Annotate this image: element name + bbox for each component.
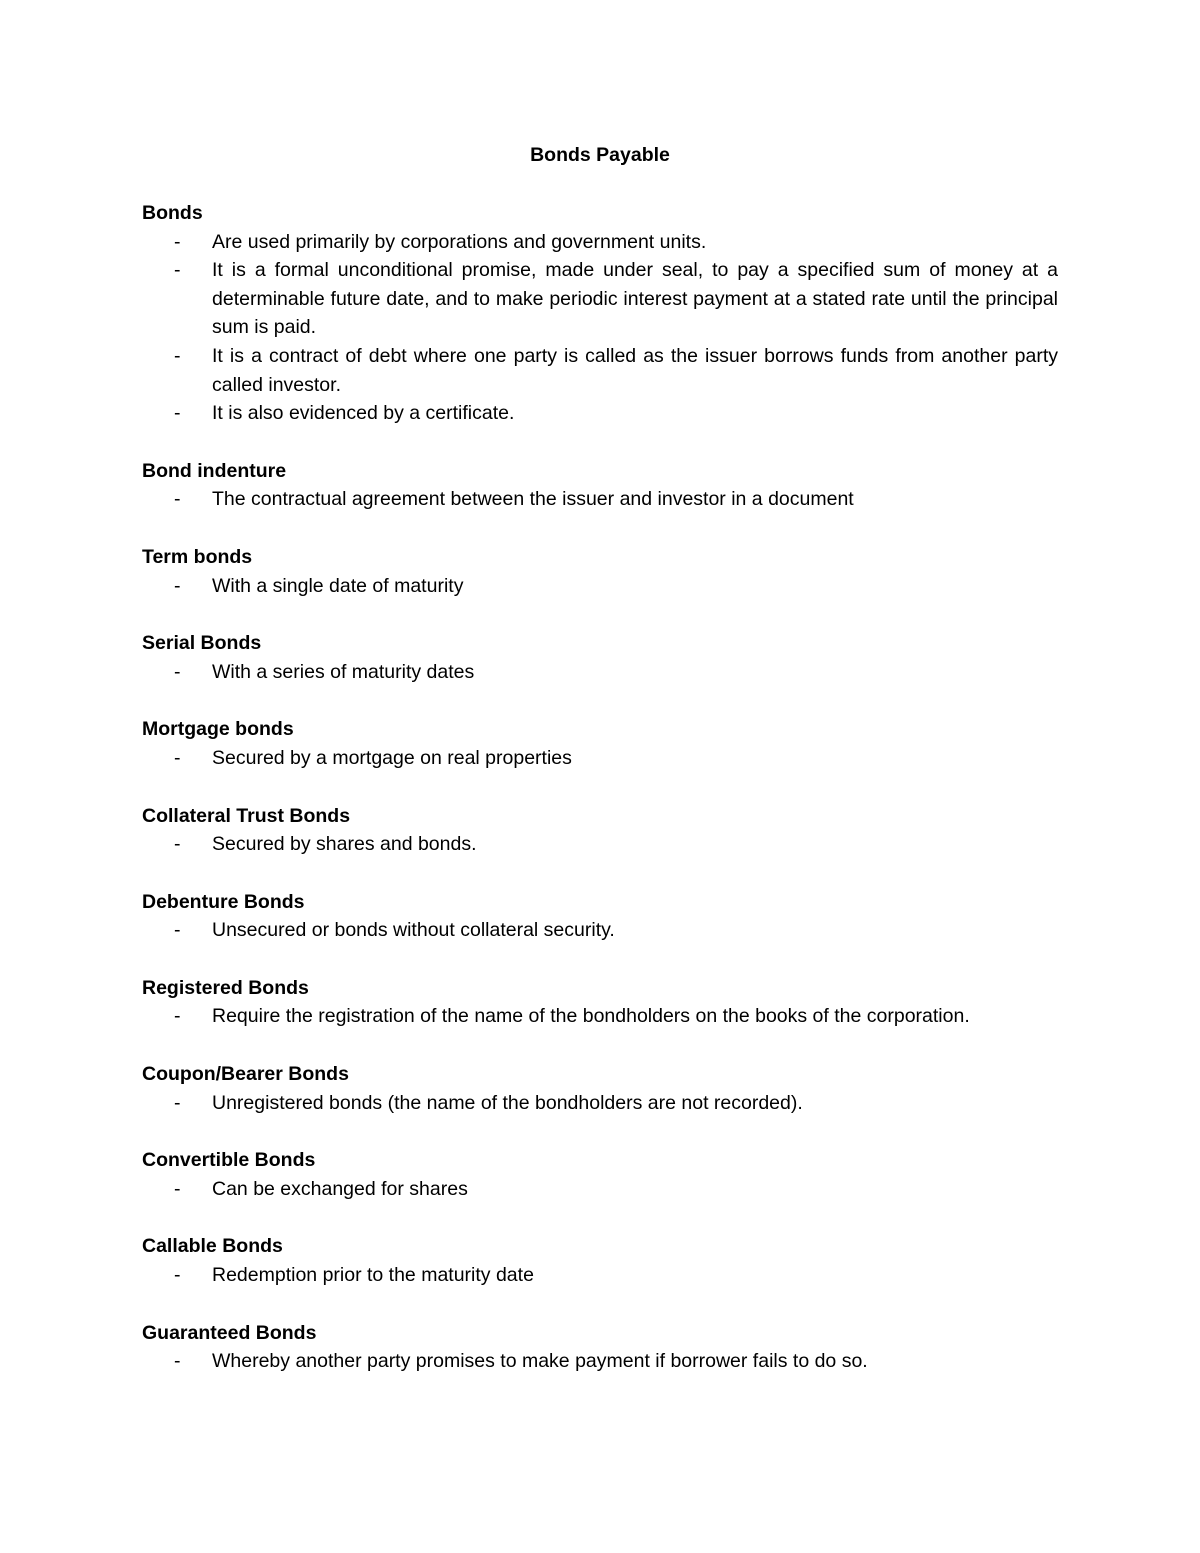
bullet-text: Unsecured or bonds without collateral security. (212, 919, 615, 942)
list-item (142, 1002, 1058, 1031)
bullet-dash: - (174, 660, 181, 683)
bullet-dash: - (174, 1350, 181, 1373)
list-item (142, 1089, 1058, 1118)
section (142, 1319, 1058, 1376)
bullet-dash: - (174, 1005, 181, 1028)
bullet-list (142, 744, 1058, 773)
list-item (142, 1175, 1058, 1204)
bullet-dash: - (174, 833, 181, 856)
section-heading: Registered Bonds (142, 976, 309, 999)
section-heading: Serial Bonds (142, 632, 262, 655)
list-item (142, 228, 1058, 257)
section (142, 715, 1058, 772)
bullet-dash: - (174, 746, 181, 769)
bullet-list (142, 1261, 1058, 1290)
section (142, 802, 1058, 859)
list-item (142, 1347, 1058, 1376)
list-item (142, 658, 1058, 687)
section-heading: Collateral Trust Bonds (142, 804, 351, 827)
bullet-dash: - (174, 344, 181, 367)
bullet-text: It is a contract of debt where one party is called as the issuer borrows funds from another party called investor. (212, 344, 1058, 396)
bullet-text: With a single date of maturity (212, 574, 464, 597)
bullet-list (142, 1175, 1058, 1204)
bullet-text: Redemption prior to the maturity date (212, 1264, 534, 1287)
section (142, 1232, 1058, 1289)
list-item (142, 572, 1058, 601)
bullet-text: Unregistered bonds (the name of the bondholders are not recorded). (212, 1091, 803, 1114)
section (142, 1060, 1058, 1117)
list-item (142, 744, 1058, 773)
bullet-dash: - (174, 402, 181, 425)
section (142, 457, 1058, 514)
section (142, 199, 1058, 428)
bullet-list (142, 1002, 1058, 1031)
section-heading: Convertible Bonds (142, 1149, 316, 1172)
bullet-list (142, 1347, 1058, 1376)
bullet-list (142, 830, 1058, 859)
document-body (142, 199, 1058, 1376)
section-heading: Coupon/Bearer Bonds (142, 1063, 349, 1086)
list-item (142, 399, 1058, 428)
bullet-list (142, 228, 1058, 428)
section (142, 974, 1058, 1031)
bullet-text: Are used primarily by corporations and government units. (212, 230, 707, 253)
bullet-text: It is a formal unconditional promise, made under seal, to pay a specified sum of money at a determinable future date, and to make periodic interest payment at a stated rate until the principal sum is paid. (212, 259, 1058, 339)
bullet-dash: - (174, 259, 181, 282)
section-heading: Guaranteed Bonds (142, 1321, 317, 1344)
list-item (142, 256, 1058, 342)
bullet-dash: - (174, 488, 181, 511)
list-item (142, 916, 1058, 945)
section (142, 629, 1058, 686)
bullet-text: Secured by a mortgage on real properties (212, 746, 572, 769)
bullet-list (142, 916, 1058, 945)
section-heading: Mortgage bonds (142, 718, 294, 741)
list-item (142, 1261, 1058, 1290)
bullet-text: With a series of maturity dates (212, 660, 475, 683)
bullet-list (142, 1089, 1058, 1118)
bullet-text: Whereby another party promises to make payment if borrower fails to do so. (212, 1350, 868, 1373)
bullet-text: Require the registration of the name of the bondholders on the books of the corporation. (212, 1005, 970, 1028)
section-heading: Bonds (142, 202, 203, 224)
bullet-text: It is also evidenced by a certificate. (212, 402, 515, 425)
bullet-dash: - (174, 919, 181, 942)
section-heading: Term bonds (142, 545, 253, 568)
section-heading: Bond indenture (142, 459, 287, 482)
bullet-list (142, 658, 1058, 687)
bullet-text: Can be exchanged for shares (212, 1177, 468, 1200)
bullet-text: The contractual agreement between the issuer and investor in a document (212, 488, 854, 511)
bullet-list (142, 485, 1058, 514)
bullet-dash: - (174, 1177, 181, 1200)
list-item (142, 485, 1058, 514)
section-heading: Callable Bonds (142, 1235, 283, 1258)
section (142, 888, 1058, 945)
section (142, 543, 1058, 600)
section-heading: Debenture Bonds (142, 890, 305, 913)
list-item (142, 342, 1058, 399)
bullet-dash: - (174, 1264, 181, 1287)
bullet-dash: - (174, 1091, 181, 1114)
bullet-dash: - (174, 230, 181, 253)
bullet-text: Secured by shares and bonds. (212, 833, 477, 856)
list-item (142, 830, 1058, 859)
document-title: Bonds Payable (530, 144, 670, 166)
bullet-list (142, 572, 1058, 601)
bullet-dash: - (174, 574, 181, 597)
section (142, 1146, 1058, 1203)
